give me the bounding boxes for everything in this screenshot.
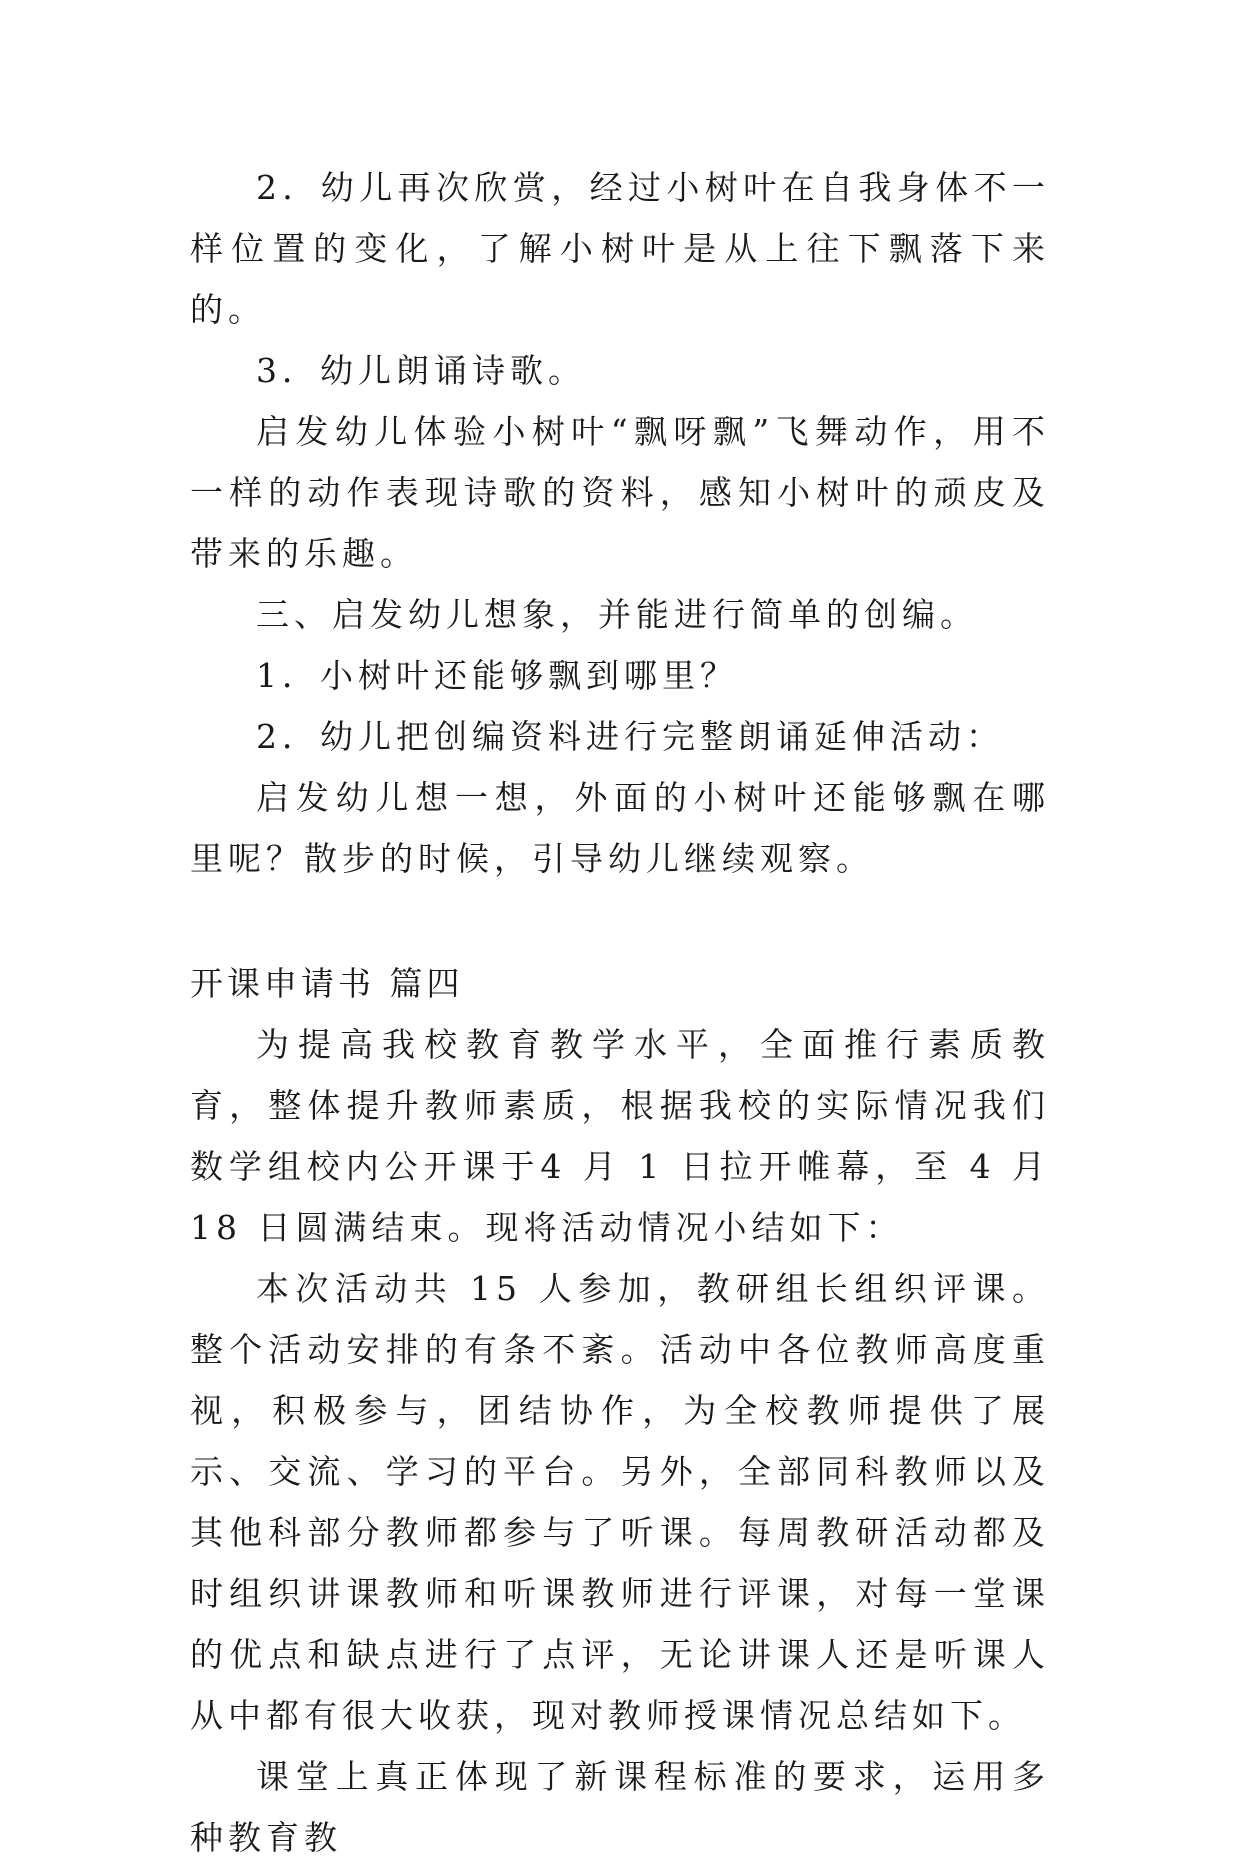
paragraph: 3．幼儿朗诵诗歌。 [256,351,586,390]
paragraph: 三、启发幼儿想象，并能进行简单的创编。 [256,595,978,634]
paragraph: 2．幼儿再次欣赏，经过小树叶在自我身体不一样位置的变化，了解小树叶是从上往下飘落下来的。 [190,168,1050,329]
paragraph: 为提高我校教育教学水平，全面推行素质教育，整体提升教师素质，根据我校的实际情况我们数学组校内公开课于4 月 1 日拉开帷幕，至 4 月 18 日圆满结束。现将活动情况小结如下： [190,1025,1050,1247]
paragraph: 2．幼儿把创编资料进行完整朗诵延伸活动： [256,717,1004,756]
paragraph: 课堂上真正体现了新课程标准的要求，运用多种教育教 [190,1757,1050,1857]
paragraph: 1．小树叶还能够飘到哪里？ [256,656,738,695]
paragraph: 本次活动共 15 人参加，教研组长组织评课。整个活动安排的有条不紊。活动中各位教师高度重视，积极参与，团结协作，为全校教师提供了展示、交流、学习的平台。另外，全部同科教师以及其他科部分教师都参与了听课。每周教研活动都及时组织讲课教师和听课教师进行评课，对每一堂课的优点和缺点进行了点评，无论讲课人还是听课人从中都有很大收获，现对教师授课情况总结如下。 [190,1269,1050,1735]
paragraph: 启发幼儿想一想，外面的小树叶还能够飘在哪里呢？散步的时候，引导幼儿继续观察。 [190,778,1050,878]
document-page [190,157,1050,1868]
paragraph: 启发幼儿体验小树叶“飘呀飘”飞舞动作，用不一样的动作表现诗歌的资料，感知小树叶的顽皮及带来的乐趣。 [190,412,1050,573]
section-heading: 开课申请书 篇四 [190,964,464,1003]
section-spacer [190,889,1050,953]
